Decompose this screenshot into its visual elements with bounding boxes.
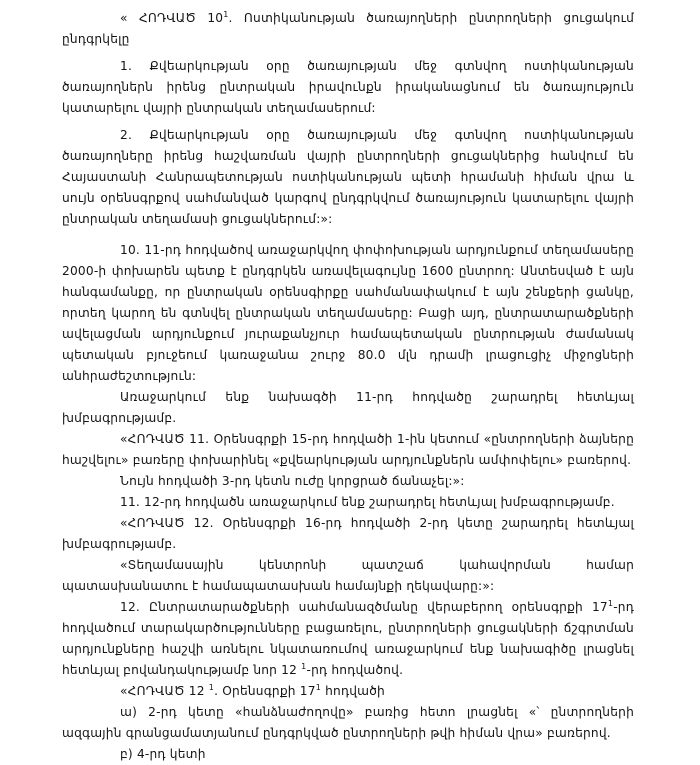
paragraph-11: [62, 681, 634, 702]
article-heading: [62, 8, 634, 50]
paragraph-1: 1. Քվեարկության օրը ծառայության մեջ գտնվող ոստիկանության ծառայողներն իրենց ընտրական իրավունքն իրականացնում են ծառայություն կատարելու վայրի ընտրական տեղամասերում:: [62, 59, 634, 115]
paragraph-8: «ՀՈԴՎԱԾ 12. Օրենսգրքի 16-րդ հոդվածի 2-րդ կետը շարադրել հետևյալ խմբագրությամբ.: [62, 516, 634, 551]
paragraph-4: Առաջարկում ենք նախագծի 11-րդ հոդվածը շարադրել հետևյալ խմբագրությամբ.: [62, 390, 634, 425]
paragraph-11-text-3: հոդվածի: [321, 684, 385, 698]
paragraph-5: «ՀՈԴՎԱԾ 11. Օրենսգրքի 15-րդ հոդվածի 1-ին կետում «ընտրողների ձայները հաշվելու» բառերը փոխարինել «քվեարկության արդյունքներն ամփոփելու» բառերով.: [62, 432, 634, 467]
paragraph-12: ա) 2-րդ կետը «հանձնաժողովը» բառից հետո լրացնել «՝ ընտրողների ազգային գրանցամատյանում ընդգրկված ընտրողների թվի հիման վրա» բառերով.: [62, 705, 634, 740]
paragraph-6: Նույն հոդվածի 3-րդ կետն ուժը կորցրած ճանաչել:»:: [120, 474, 465, 488]
paragraph-10-text-3: -րդ հոդվածով.: [306, 663, 404, 677]
paragraph-10-sup-2: 1: [301, 661, 307, 671]
paragraph-10-sup-1: 1: [607, 598, 614, 608]
paragraph-11-sup-1: 1: [208, 682, 215, 692]
paragraph-9: «Տեղամասային կենտրոնի պատշաճ կահավորման համար պատասխանատու է համապատասխան համայնքի ղեկավարը:»:: [62, 558, 634, 593]
article-heading-text-2: . Ոստիկանության ծառայողների ընտրողների ցուցակում ընդգրկելը: [62, 11, 634, 46]
paragraph-13: բ) 4-րդ կետի: [120, 747, 206, 761]
paragraph-3: 10. 11-րդ հոդվածով առաջարկվող փոփոխության արդյունքում տեղամասերը 2000-ի փոխարեն պետք է ընդգրկեն առավելագույնը 1600 ընտրող: Անտեսված է այն հանգամանքը, որ ընտրական օրենսգիրքը սահմանափակում է այն շենքերի ցանկը, որտեղ կարող են գտնվել ընտրական տեղամասերը: Բացի այդ, ընտրատարածքների ավելացման արդյունքում յուրաքանչյուր համապետական ընտրության ժամանակ պետական բյուջեում կառաջանա շուրջ 80.0 մլն դրամի լրացուցիչ միջոցների անհրաժեշտություն:: [62, 243, 634, 383]
paragraph-10-text-2: -րդ հոդվածում տարակարծությունները բացառելու, ընտրողների ցուցակների ճշգրտման արդյունքները հաշվի առնելու նկատառումով առաջարկում ենք նախագիծը լրացնել հետևյալ բովանդակությամբ նոր 12: [62, 600, 634, 677]
article-heading-text-1: « ՀՈԴՎԱԾ 10: [120, 11, 224, 25]
paragraph-7: 11. 12-րդ հոդվածն առաջարկում ենք շարադրել հետևյալ խմբագրությամբ.: [120, 495, 615, 509]
article-heading-sup: 1: [223, 9, 229, 19]
paragraph-10: [62, 597, 634, 681]
paragraph-11-text-1: «ՀՈԴՎԱԾ 12: [120, 684, 209, 698]
paragraph-11-sup-2: 1: [315, 682, 322, 692]
paragraph-10-text-1: 12. Ընտրատարածքների սահմանազծմանը վերաբերող օրենսգրքի 17: [120, 600, 608, 614]
paragraph-11-text-2: . Օրենսգրքի 17: [214, 684, 316, 698]
paragraph-2: 2. Քվեարկության օրը ծառայության մեջ գտնվող ոստիկանության ծառայողները իրենց հաշվառման վայրի ընտրողների ցուցակներից հանվում են Հայաստանի Հանրապետության ոստիկանության պետի հրամանի հիման վրա և սույն օրենսգրքով սահմանված կարգով ընդգրկվում ծառայություն կատարելու վայրի ընտրական տեղամասի ցուցակներում:»:: [62, 128, 634, 226]
